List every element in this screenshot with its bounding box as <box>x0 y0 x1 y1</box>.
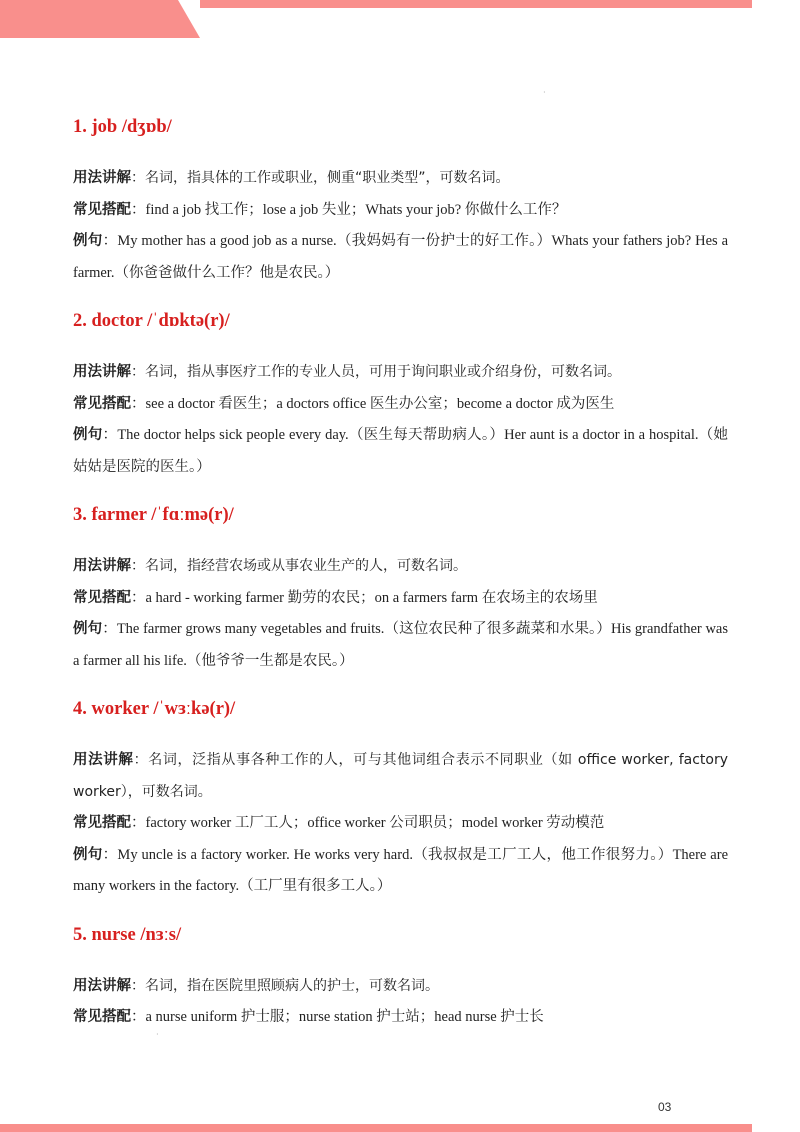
entry-heading: 1. job /dʒɒb/ <box>73 117 172 137</box>
example-label: 例句 <box>73 846 103 863</box>
entry-heading: 5. nurse /nɜːs/ <box>73 924 182 945</box>
example-label: 例句 <box>73 621 103 637</box>
example-text: ：My uncle is a factory worker. He works very hard.（我叔叔是工厂工人，他工作很努力。）There are many workers in the factory.（工厂里有很多工人。） <box>73 846 729 894</box>
collocation-paragraph <box>73 583 728 615</box>
speck-mark: · <box>543 88 546 97</box>
vocab-entry-doctor <box>73 307 728 483</box>
usage-paragraph <box>73 551 728 583</box>
usage-text: ：名词，指从事医疗工作的专业人员，可用于询问职业或介绍身份，可数名词。 <box>131 364 621 380</box>
header-cut <box>178 0 200 38</box>
header-gap <box>200 8 752 38</box>
collocation-text: ：find a job 找工作；lose a job 失业；Whats your job? 你做什么工作？ <box>131 201 567 218</box>
vocab-entry-nurse <box>73 921 728 1034</box>
footer-stripe <box>0 1124 752 1132</box>
example-paragraph <box>73 226 728 289</box>
example-paragraph <box>73 840 728 903</box>
speck-mark: · <box>156 1030 159 1039</box>
collocation-label: 常见搭配 <box>73 815 131 831</box>
collocation-label: 常见搭配 <box>73 395 131 412</box>
collocation-text: ：factory worker 工厂工人；office worker 公司职员；model worker 劳动模范 <box>131 815 605 831</box>
usage-text: ：名词，泛指从事各种工作的人，可与其他词组合表示不同职业（如 office worker, factory worker），可数名词。 <box>73 752 729 800</box>
vocab-entry-job <box>73 113 728 289</box>
collocation-paragraph <box>73 1002 728 1034</box>
example-paragraph <box>73 614 728 677</box>
entry-heading: 4. worker /ˈwɜːkə(r)/ <box>73 699 236 719</box>
usage-text: ：名词，指经营农场或从事农业生产的人，可数名词。 <box>131 558 467 574</box>
page-number: 03 <box>658 1100 672 1114</box>
example-label: 例句 <box>73 233 103 249</box>
entry-heading: 2. doctor /ˈdɒktə(r)/ <box>73 311 230 331</box>
collocation-label: 常见搭配 <box>73 1009 131 1025</box>
example-text: ：The doctor helps sick people every day.（医生每天帮助病人。）Her aunt is a doctor in a hospital.（她姑姑是医院的医生。） <box>73 427 729 475</box>
example-text: ：My mother has a good job as a nurse.（我妈妈有一份护士的好工作。）Whats your fathers job? Hes a farmer.（你爸爸做什么工作？他是农民。） <box>73 233 729 281</box>
usage-text: ：名词，指具体的工作或职业，侧重“职业类型”，可数名词。 <box>131 170 510 186</box>
example-paragraph <box>73 420 728 483</box>
example-text: ：The farmer grows many vegetables and fruits.（这位农民种了很多蔬菜和水果。）His grandfather was a farmer all his life.（他爷爷一生都是农民。） <box>73 621 728 669</box>
collocation-text: ：a nurse uniform 护士服；nurse station 护士站；head nurse 护士长 <box>131 1009 544 1025</box>
usage-text: ：名词，指在医院里照顾病人的护士，可数名词。 <box>131 977 439 994</box>
example-label: 例句 <box>73 427 103 443</box>
usage-paragraph <box>73 163 728 195</box>
collocation-label: 常见搭配 <box>73 201 131 218</box>
usage-label: 用法讲解 <box>73 170 131 186</box>
usage-label: 用法讲解 <box>73 364 131 380</box>
collocation-label: 常见搭配 <box>73 589 131 606</box>
vocabulary-list <box>73 113 728 1052</box>
header-stripe <box>200 0 752 8</box>
vocab-entry-worker <box>73 695 728 903</box>
collocation-paragraph <box>73 808 728 840</box>
usage-paragraph <box>73 745 728 808</box>
usage-paragraph <box>73 357 728 389</box>
usage-label: 用法讲解 <box>73 752 134 768</box>
collocation-paragraph <box>73 389 728 421</box>
vocab-entry-farmer <box>73 501 728 677</box>
usage-label: 用法讲解 <box>73 558 131 574</box>
collocation-text: ：see a doctor 看医生；a doctors office 医生办公室；become a doctor 成为医生 <box>131 395 615 412</box>
collocation-text: ：a hard - working farmer 勤劳的农民；on a farmers farm 在农场主的农场里 <box>131 589 598 606</box>
collocation-paragraph <box>73 195 728 227</box>
usage-label: 用法讲解 <box>73 977 131 994</box>
usage-paragraph <box>73 971 728 1003</box>
entry-heading: 3. farmer /ˈfɑːmə(r)/ <box>73 505 234 525</box>
